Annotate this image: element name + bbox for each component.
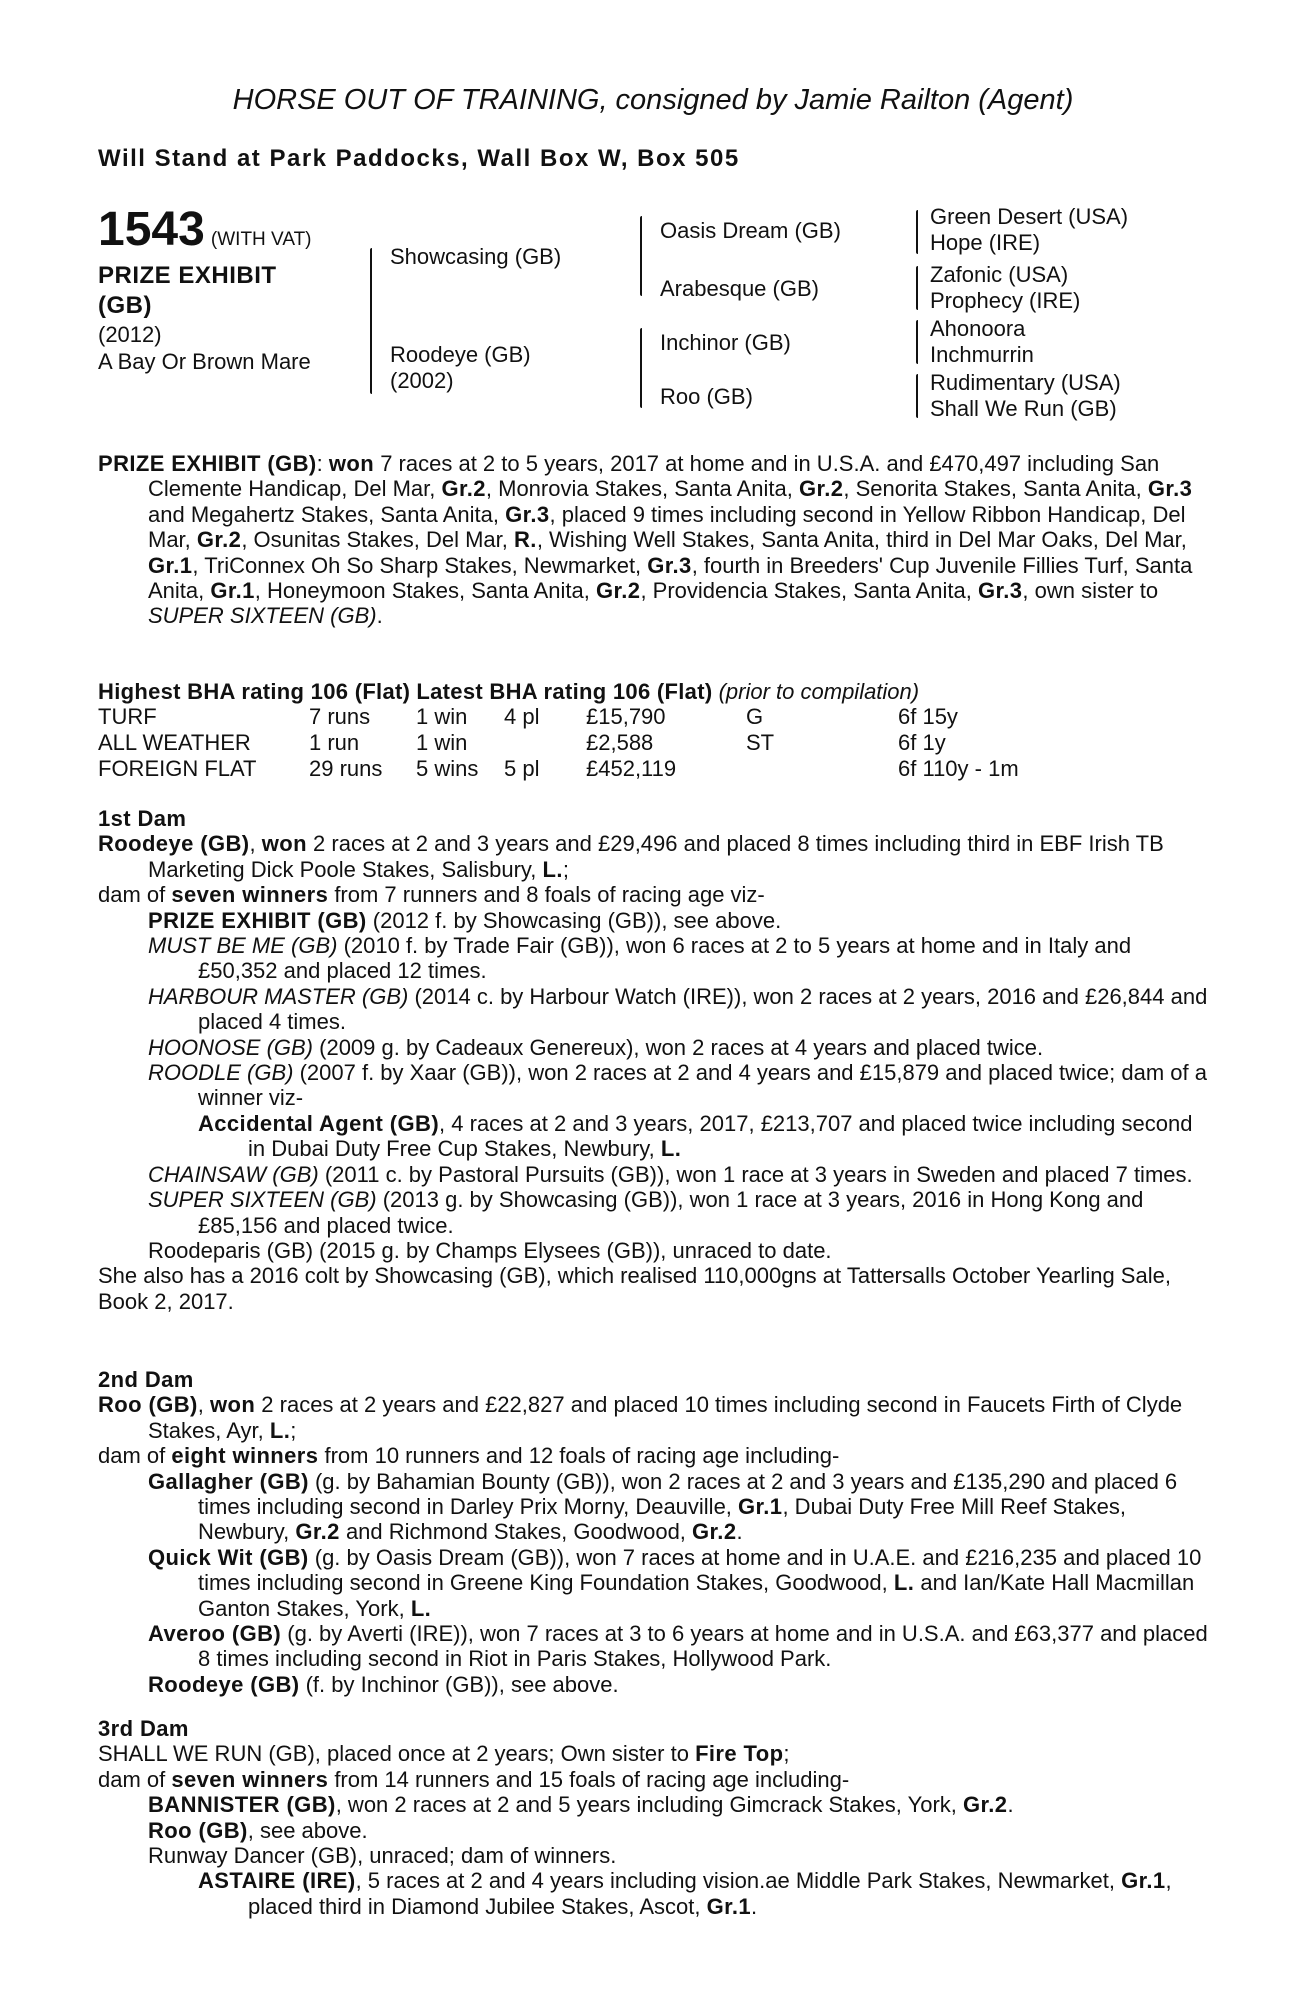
dam-text: ; xyxy=(290,1417,297,1443)
progeny-name: PRIZE EXHIBIT (GB) xyxy=(148,907,367,933)
progeny-item xyxy=(98,1792,1208,1817)
ratings-note: (prior to compilation) xyxy=(718,679,920,704)
pedigree-brace-dd xyxy=(916,374,918,418)
progeny-name: Roo (GB) xyxy=(148,1817,248,1843)
cell-runs: 7 runs xyxy=(309,704,371,730)
progeny-subitem xyxy=(98,1868,1208,1919)
cell-placed xyxy=(504,730,586,756)
dam-text: ; xyxy=(783,1741,790,1767)
pedigree-brace-main xyxy=(370,248,372,394)
grade-badge: Gr.2 xyxy=(295,1519,340,1545)
progeny-name: MUST BE ME (GB) xyxy=(148,933,338,959)
progeny-text: , won 2 races at 2 and 5 years including Gimcrack Stakes, York, xyxy=(335,1792,964,1818)
progeny-name: Quick Wit (GB) xyxy=(148,1544,309,1570)
pedigree-brace-dam xyxy=(640,328,642,408)
summary-text: , Honeymoon Stakes, Santa Anita, xyxy=(254,578,597,604)
summary-text: , TriConnex Oh So Sharp Stakes, Newmarket, xyxy=(192,552,648,578)
cell-distance: 6f 110y - 1m xyxy=(898,756,1019,782)
progeny-text: (2014 c. by Harbour Watch (IRE)), won 2 races at 2 years, 2016 and £26,844 and placed 4 times. xyxy=(198,983,1208,1035)
pedigree-ssd: Hope (IRE) xyxy=(930,230,1041,255)
progeny-text: (2007 f. by Xaar (GB)), won 2 races at 2 and 4 years and £15,879 and placed twice; dam of a winner viz- xyxy=(198,1060,1207,1111)
progeny-item xyxy=(98,1162,1208,1187)
horse-name-line1: PRIZE EXHIBIT xyxy=(98,262,277,289)
winners-count: eight winners xyxy=(171,1443,319,1469)
grade-badge: Gr.1 xyxy=(148,552,193,578)
pedigree-dam: Roodeye (GB) xyxy=(390,342,531,367)
consignor-line: HORSE OUT OF TRAINING, consigned by Jamie Railton (Agent) xyxy=(232,84,1074,116)
progeny-name: ROODLE (GB) xyxy=(148,1060,294,1086)
grade-badge: Gr.2 xyxy=(798,476,844,502)
cell-prize: £452,119 xyxy=(586,756,677,782)
grade-badge: Gr.3 xyxy=(505,501,550,527)
summary-horse-name: PRIZE EXHIBIT (GB) xyxy=(98,451,317,476)
grade-badge: Gr.3 xyxy=(977,578,1023,604)
progeny-item xyxy=(98,1818,1208,1843)
table-row xyxy=(98,730,1019,756)
cell-runs: 29 runs xyxy=(309,756,383,782)
progeny-item xyxy=(98,1238,1208,1263)
dam-record: Roodeye (GB), won 2 races at 2 and 3 years and £29,496 and placed 8 times including third in EBF Irish TB Marketing Dick Poole Stakes, Salisbury, L.; xyxy=(98,831,1164,882)
pedigree-brace-ss xyxy=(916,210,918,254)
horse-description: A Bay Or Brown Mare xyxy=(98,349,311,374)
table-row xyxy=(98,704,1019,730)
progeny-name: CHAINSAW (GB) xyxy=(148,1161,319,1187)
dam-name: Roodeye (GB) xyxy=(98,831,250,857)
progeny-item xyxy=(98,1672,1208,1697)
cell-distance: 6f 1y xyxy=(898,730,946,756)
dam-record xyxy=(98,1741,1208,1766)
dam-of-line xyxy=(98,1767,1208,1792)
grade-badge: Gr.3 xyxy=(647,552,692,578)
summary-text: , Osunitas Stakes, Del Mar, xyxy=(241,527,514,553)
lot-block xyxy=(98,205,358,375)
grade-badge: Gr.1 xyxy=(706,1893,752,1919)
sister-name: Fire Top xyxy=(695,1741,784,1767)
location-line: Will Stand at Park Paddocks, Wall Box W, Box 505 xyxy=(98,145,740,172)
progeny-name: BANNISTER (GB) xyxy=(148,1792,336,1818)
horse-name xyxy=(98,261,358,321)
progeny-name: ASTAIRE (IRE) xyxy=(198,1868,356,1894)
cell-distance: 6f 15y xyxy=(898,704,958,730)
grade-badge: Gr.2 xyxy=(692,1519,737,1545)
pedigree-sss: Green Desert (USA) xyxy=(930,204,1129,229)
progeny-item xyxy=(98,1187,1208,1238)
cell-placed: 4 pl xyxy=(504,704,540,730)
pedigree-ddd: Shall We Run (GB) xyxy=(930,396,1117,421)
grade-badge: Gr.1 xyxy=(1121,1868,1166,1894)
dam-of-line xyxy=(98,1443,1208,1468)
progeny-name: Roodeye (GB) xyxy=(148,1671,300,1697)
progeny-subitem xyxy=(98,1111,1208,1162)
progeny-text: . xyxy=(736,1519,743,1545)
progeny-text: (2010 f. by Trade Fair (GB)), won 6 races at 2 to 5 years at home and in Italy and £50,352 and placed 12 times. xyxy=(198,933,1132,984)
pedigree-dam-sire: Inchinor (GB) xyxy=(660,330,791,355)
progeny-text: and Ian/Kate Hall Macmillan Ganton Stakes, York, xyxy=(198,1570,1195,1621)
progeny-text: (2013 g. by Showcasing (GB)), won 1 race at 3 years, 2016 in Hong Kong and £85,156 and placed twice. xyxy=(198,1187,1144,1238)
progeny-name: Averoo (GB) xyxy=(148,1621,282,1647)
dam-of-text: dam of xyxy=(98,1443,172,1469)
cell-placed: 5 pl xyxy=(504,756,540,782)
summary-text: . xyxy=(376,603,383,629)
progeny-text: (2009 g. by Cadeaux Genereux), won 2 races at 4 years and placed twice. xyxy=(313,1034,1044,1060)
dam-note: She also has a 2016 colt by Showcasing (GB), which realised 110,000gns at Tattersalls October Yearling Sale, Book 2, 2017. xyxy=(98,1263,1171,1314)
cell-wins: 1 win xyxy=(416,730,468,756)
progeny-name: Gallagher (GB) xyxy=(148,1468,309,1494)
progeny-name: HARBOUR MASTER (GB) xyxy=(148,983,409,1009)
progeny-text: , see above. xyxy=(247,1817,368,1843)
progeny-text: (2011 c. by Pastoral Pursuits (GB)), won 1 race at 3 years in Sweden and placed 7 times. xyxy=(318,1161,1193,1187)
summary-text: , Providencia Stakes, Santa Anita, xyxy=(640,578,978,604)
cell-runs: 1 run xyxy=(309,730,360,756)
cell-prize: £15,790 xyxy=(586,704,666,730)
pedigree-brace-ds xyxy=(916,320,918,364)
progeny-item xyxy=(98,984,1208,1035)
progeny-text: (g. by Bahamian Bounty (GB)), won 2 races at 2 and 3 years and £135,290 and placed 6 times including second in Darley Prix Morny, Deauville, xyxy=(198,1468,1178,1520)
winners-count: seven winners xyxy=(171,882,329,908)
dam-name: Roo (GB) xyxy=(98,1392,198,1418)
progeny-text: (2012 f. by Showcasing (GB)), see above. xyxy=(366,907,782,933)
table-row xyxy=(98,756,1019,782)
progeny-text: Runway Dancer (GB), unraced; dam of winners. xyxy=(148,1843,617,1869)
pedigree-dss: Ahonoora xyxy=(930,316,1026,341)
listed-badge: L. xyxy=(660,1136,682,1162)
dam-text: 2 races at 2 years and £22,827 and placed 10 times including second in Faucets Firth of Clyde Stakes, Ayr, xyxy=(148,1392,1183,1443)
first-dam-section xyxy=(98,806,1208,1314)
progeny-text: (g. by Averti (IRE)), won 7 races at 3 to 6 years at home and in U.S.A. and £63,377 and placed 8 times including second in Riot in Paris Stakes, Hollywood Park. xyxy=(198,1621,1208,1672)
progeny-text: . xyxy=(751,1893,758,1919)
summary-text: , Senorita Stakes, Santa Anita, xyxy=(843,476,1148,502)
second-dam-section xyxy=(98,1367,1208,1697)
grade-badge: Gr.2 xyxy=(441,476,486,502)
dam-of-text: from 14 runners and 15 foals of racing age including- xyxy=(328,1766,850,1792)
pedigree-sdd: Prophecy (IRE) xyxy=(930,288,1081,313)
horse-name-line2: (GB) xyxy=(98,292,152,319)
progeny-item xyxy=(98,1035,1208,1060)
summary-text: , placed 9 times including second in Yellow Ribbon Handicap, Del Mar, xyxy=(148,501,1186,553)
summary-text: , Monrovia Stakes, Santa Anita, xyxy=(485,476,799,502)
pedigree-brace-sire xyxy=(640,216,642,296)
summary-won: won xyxy=(328,451,375,476)
summary-text: and Megahertz Stakes, Santa Anita, xyxy=(148,501,506,527)
cell-surface: ALL WEATHER xyxy=(98,730,251,756)
grade-badge: Gr.2 xyxy=(196,527,242,553)
dam-text: 2 races at 2 and 3 years and £29,496 and placed 8 times including third in EBF Irish TB Marketing Dick Poole Stakes, Salisbury, xyxy=(148,831,1164,882)
progeny-name: HOONOSE (GB) xyxy=(148,1034,314,1060)
progeny-item xyxy=(98,1843,1208,1868)
cell-surface: TURF xyxy=(98,704,157,730)
highest-rating: Highest BHA rating 106 (Flat) xyxy=(98,679,411,704)
pedigree-dam-dam: Roo (GB) xyxy=(660,384,753,409)
summary-text: 7 races at 2 to 5 years, 2017 at home and in U.S.A. and £470,497 including San Clemente Handicap, Del Mar, xyxy=(148,451,1160,502)
cell-going: ST xyxy=(746,730,775,756)
progeny-name: SUPER SIXTEEN (GB) xyxy=(148,1187,377,1213)
progeny-text: Roodeparis (GB) (2015 g. by Champs Elysees (GB)), unraced to date. xyxy=(148,1237,832,1263)
grade-badge: Gr.1 xyxy=(210,578,255,604)
dam-text: ; xyxy=(562,856,570,882)
third-dam-section xyxy=(98,1716,1208,1919)
pedigree-sire: Showcasing (GB) xyxy=(390,244,562,269)
progeny-text: (f. by Inchinor (GB)), see above. xyxy=(299,1671,619,1697)
cell-prize: £2,588 xyxy=(586,730,654,756)
progeny-text: , Dubai Duty Free Mill Reef Stakes, Newbury, xyxy=(198,1494,1127,1545)
cell-going xyxy=(746,756,898,782)
ratings-section xyxy=(98,679,1208,782)
dam-of-text: from 10 runners and 12 foals of racing age including- xyxy=(318,1443,840,1469)
section-title: 2nd Dam xyxy=(98,1367,194,1392)
dam-of-text: dam of xyxy=(98,1766,172,1792)
pedigree-dsd: Inchmurrin xyxy=(930,342,1034,367)
listed-badge: L. xyxy=(893,1570,915,1596)
form-table xyxy=(98,704,1019,782)
progeny-text: and Richmond Stakes, Goodwood, xyxy=(339,1519,693,1545)
cell-going: G xyxy=(746,704,764,730)
winners-count: seven winners xyxy=(171,1766,329,1792)
progeny-item xyxy=(98,1469,1208,1545)
dam-record: Roo (GB), won 2 races at 2 years and £22,827 and placed 10 times including second in Faucets Firth of Clyde Stakes, Ayr, L.; xyxy=(98,1392,1183,1443)
pedigree-sire-dam: Arabesque (GB) xyxy=(660,276,819,301)
progeny-text: (g. by Oasis Dream (GB)), won 7 races at home and in U.A.E. and £216,235 and placed 10 times including second in Greene King Foundation Stakes, Goodwood, xyxy=(198,1544,1202,1596)
pedigree-sds: Zafonic (USA) xyxy=(930,262,1069,287)
pedigree-brace-sd xyxy=(916,266,918,310)
progeny-item xyxy=(98,933,1208,984)
summary-text: , own sister to xyxy=(1022,578,1159,604)
dam-text: SHALL WE RUN (GB), placed once at 2 years; Own sister to xyxy=(98,1741,696,1767)
progeny-item xyxy=(98,908,1208,933)
dam-of-text: dam of xyxy=(98,882,172,908)
progeny-item xyxy=(98,1060,1208,1111)
cell-surface: FOREIGN FLAT xyxy=(98,756,257,782)
grade-badge: Gr.1 xyxy=(738,1494,783,1520)
latest-rating: Latest BHA rating 106 (Flat) xyxy=(416,679,713,704)
pedigree-dds: Rudimentary (USA) xyxy=(930,370,1121,395)
grade-badge: Gr.3 xyxy=(1147,476,1193,502)
summary-sister: SUPER SIXTEEN (GB) xyxy=(148,603,377,629)
grade-badge: R. xyxy=(514,527,537,553)
progeny-text: , 5 races at 2 and 4 years including vision.ae Middle Park Stakes, Newmarket, xyxy=(355,1868,1122,1894)
section-title: 1st Dam xyxy=(98,806,187,831)
race-summary xyxy=(98,451,1208,629)
grade-badge: Gr.2 xyxy=(596,578,641,604)
summary-text: , fourth in Breeders' Cup Juvenile Fillies Turf, Santa Anita, xyxy=(148,552,1193,604)
foaling-year: (2012) xyxy=(98,322,162,347)
listed-badge: L. xyxy=(410,1595,432,1621)
dam-of-line xyxy=(98,882,1208,907)
progeny-text: , 4 races at 2 and 3 years, 2017, £213,707 and placed twice including second in Dubai Duty Free Cup Stakes, Newbury, xyxy=(248,1110,1193,1162)
progeny-text: , placed third in Diamond Jubilee Stakes, Ascot, xyxy=(248,1868,1172,1919)
ratings-heading xyxy=(98,679,1208,704)
summary-text: , Wishing Well Stakes, Santa Anita, third in Del Mar Oaks, Del Mar, xyxy=(536,527,1187,553)
section-title: 3rd Dam xyxy=(98,1716,189,1741)
cell-wins: 5 wins xyxy=(416,756,479,782)
dam-won: won xyxy=(261,831,307,857)
grade-badge: Gr.2 xyxy=(963,1792,1008,1818)
listed-badge: L. xyxy=(542,856,563,882)
pedigree-sire-sire: Oasis Dream (GB) xyxy=(660,218,841,243)
dam-of-text: from 7 runners and 8 foals of racing age viz- xyxy=(328,882,765,908)
dam-won: won xyxy=(209,1392,256,1418)
pedigree-dam-year: (2002) xyxy=(390,368,454,393)
progeny-item xyxy=(98,1545,1208,1621)
progeny-item xyxy=(98,1621,1208,1672)
vat-label: (WITH VAT) xyxy=(210,229,312,250)
progeny-name: Accidental Agent (GB) xyxy=(198,1110,440,1136)
lot-number: 1543 xyxy=(98,203,205,256)
cell-wins: 1 win xyxy=(416,704,468,730)
summary-paragraph: PRIZE EXHIBIT (GB): won 7 races at 2 to 5 years, 2017 at home and in U.S.A. and £470,497 including San Clemente Handicap, Del Mar, Gr.2, Monrovia Stakes, Santa Anita, Gr.2, Senorita Stakes, Santa Anita, Gr.3 and Megahertz Stakes, Santa Anita, Gr.3, placed 9 times including second in Yellow Ribbon Handicap, Del Mar, Gr.2, Osunitas Stakes, Del Mar, R., Wishing Well Stakes, Santa Anita, third in Del Mar Oaks, Del Mar, Gr.1, TriConnex Oh So Sharp Stakes, Newmarket, Gr.3, fourth in Breeders' Cup Juvenile Fillies Turf, Santa Anita, Gr.1, Honeymoon Stakes, Santa Anita, Gr.2, Providencia Stakes, Santa Anita, Gr.3, own sister to SUPER SIXTEEN (GB). xyxy=(98,451,1193,629)
listed-badge: L. xyxy=(269,1417,291,1443)
progeny-text: . xyxy=(1007,1792,1014,1818)
